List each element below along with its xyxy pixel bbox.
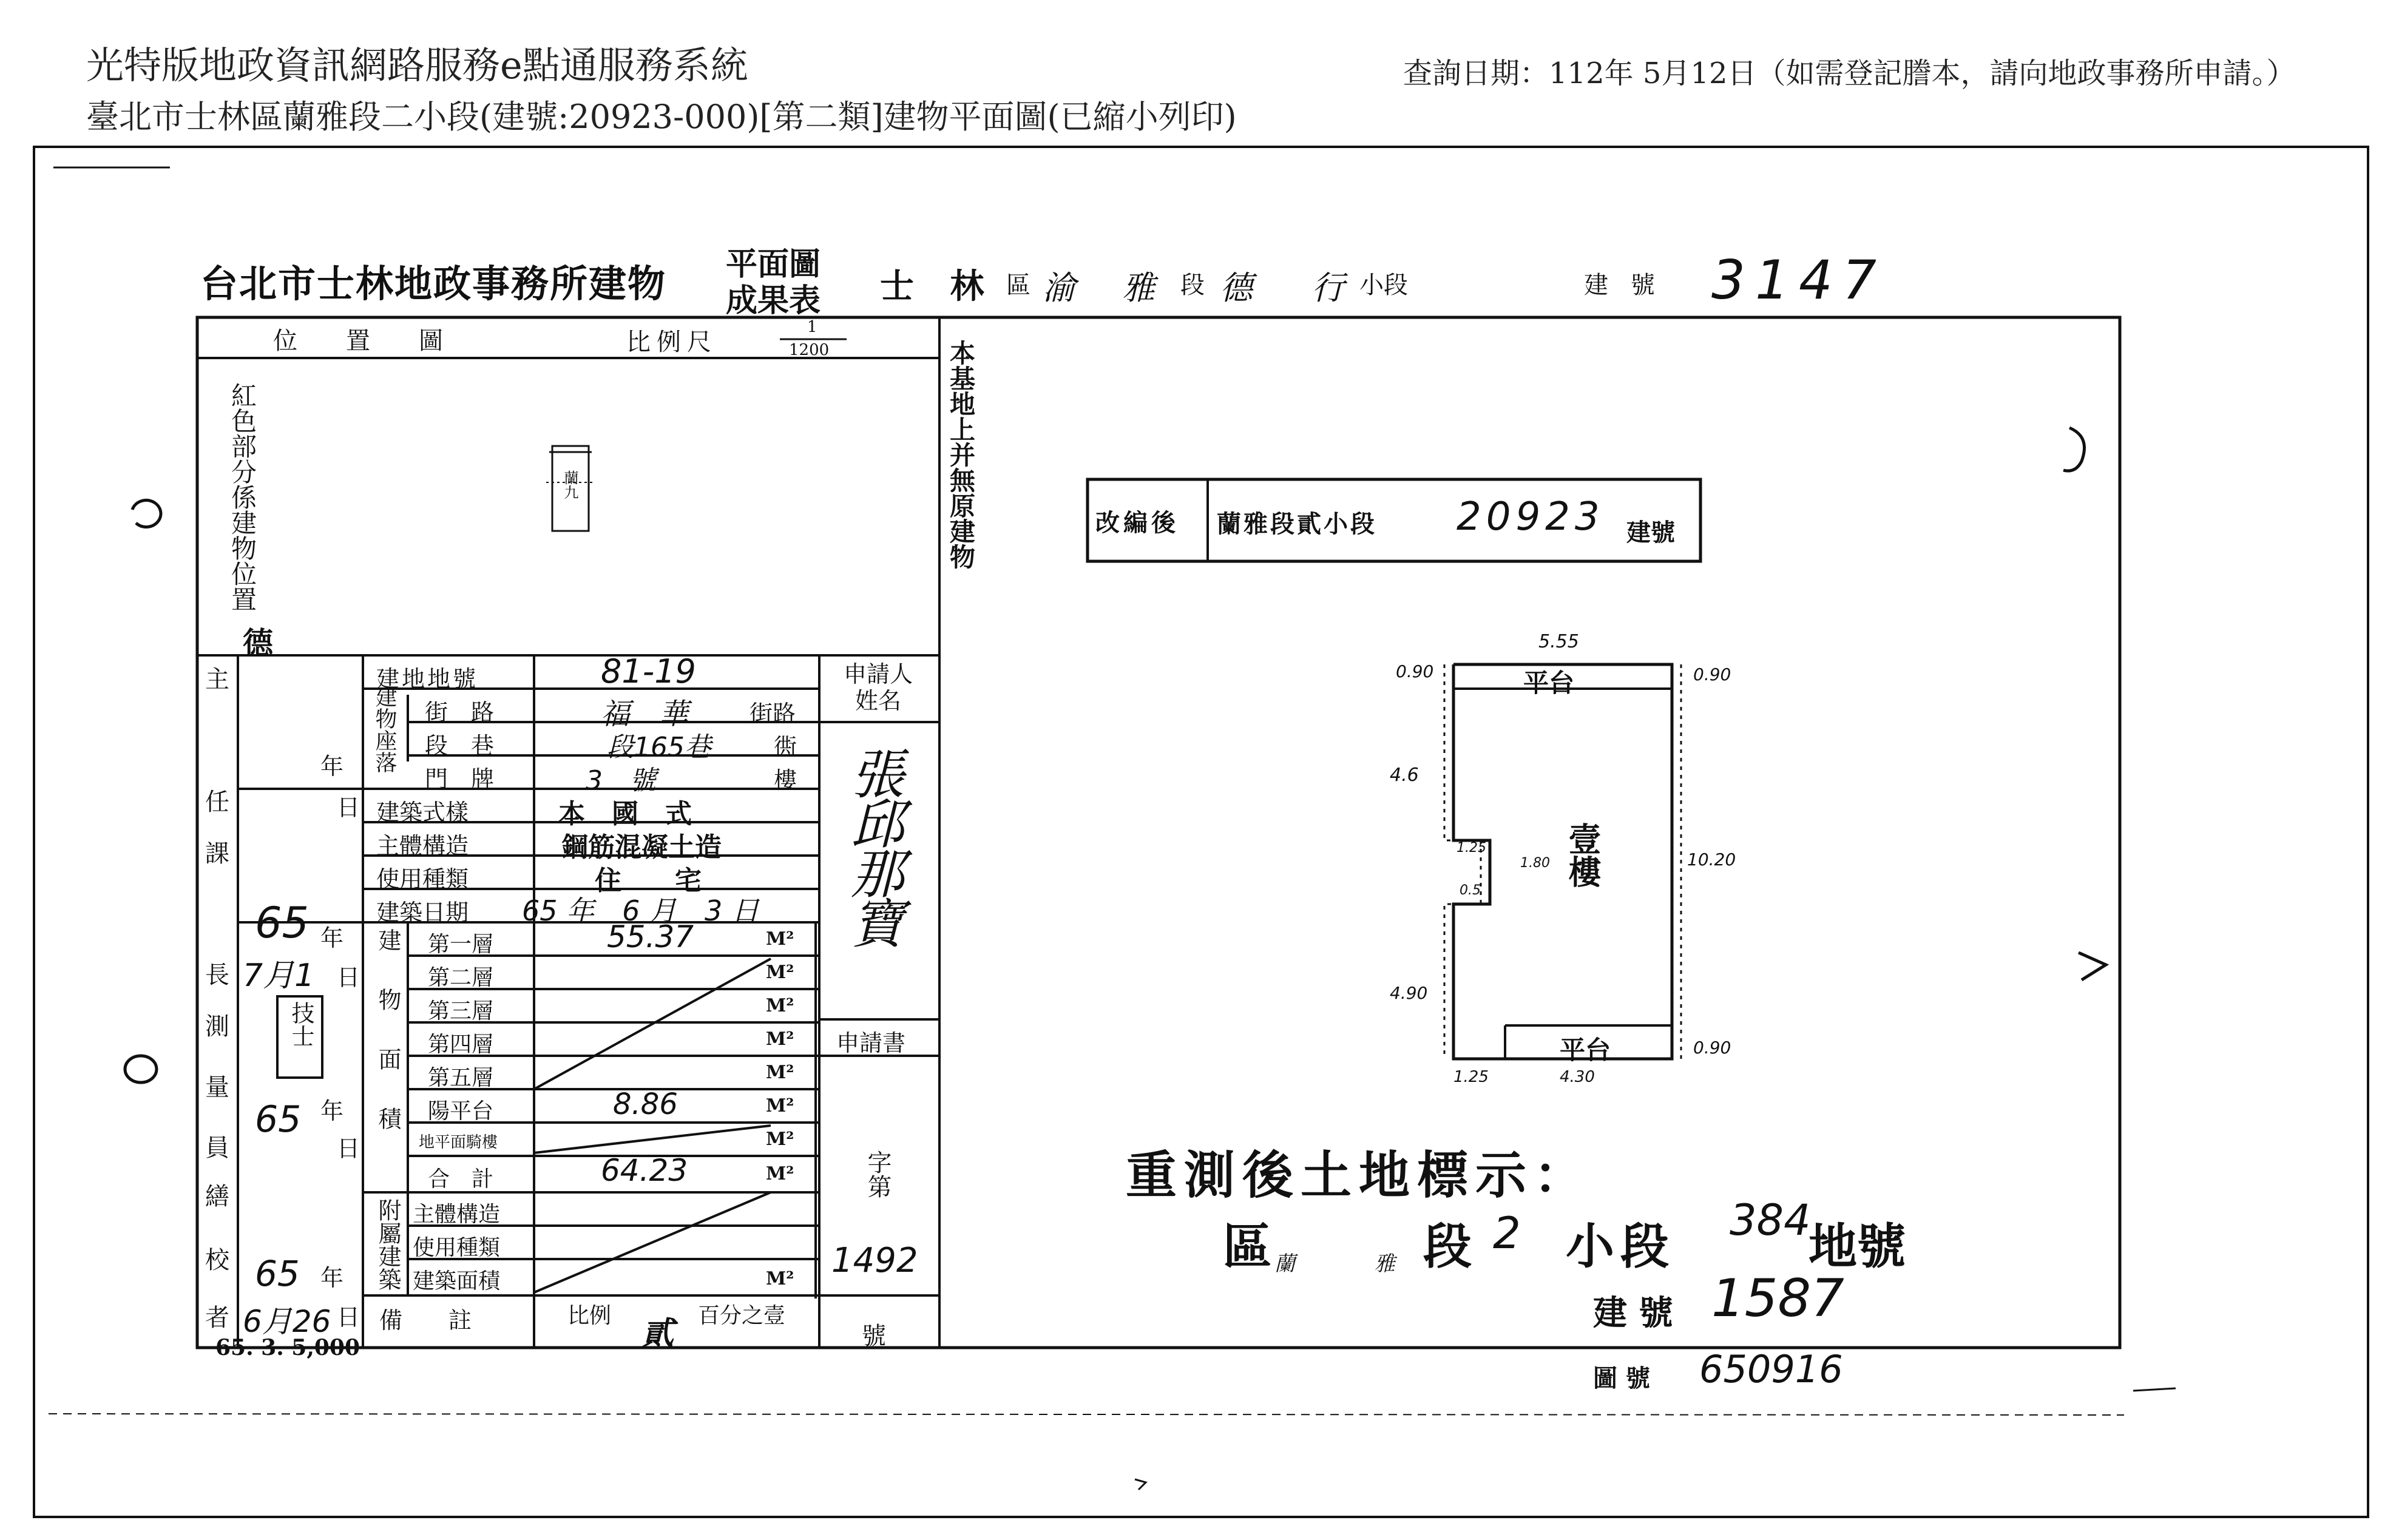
application-doc-label: 申請書 [836, 1030, 906, 1056]
chart-number-label: 圖 號 [1593, 1364, 1650, 1393]
top-balcony-label: 平台 [1523, 668, 1575, 698]
document-subtitle: 臺北市士林區蘭雅段二小段(建號:20923-000)[第二類]建物平面圖(已縮小列印) [86, 98, 1237, 136]
floor-1-unit: M² [766, 928, 794, 950]
resurvey-sub-no: 2 [1493, 1207, 1521, 1258]
ratio-label: 比例 [567, 1303, 612, 1328]
section-lane-value: 段165巷 [607, 732, 711, 763]
attached-use-label: 使用種類 [413, 1235, 501, 1260]
section-lane-unit: 衖 [774, 734, 797, 760]
use-label: 使用種類 [376, 866, 469, 893]
building-location-label: 建物座落 [372, 686, 397, 773]
query-date: 查詢日期：112年 5月12日（如需登記謄本，請向地政事務所申請。） [1403, 56, 2296, 90]
handwritten-date-5: 6月26 [243, 1304, 331, 1339]
zi-di-label: 字第 [864, 1150, 892, 1198]
ratio-suffix: 百分之壹 [698, 1303, 786, 1328]
arcade-label: 地平面騎樓 [419, 1133, 498, 1152]
col-label-ce: 測 [205, 1013, 229, 1041]
dim-left-lower: 4.90 [1390, 983, 1428, 1003]
applicant-name: 張邱那寶 [842, 746, 905, 945]
subsection-unit: 小段 [1359, 271, 1408, 299]
floor-4-unit: M² [766, 1028, 794, 1050]
applicant-number: 1492 [831, 1241, 918, 1280]
area-group-label: 建物面積 [374, 928, 401, 1166]
total-label: 合 計 [428, 1167, 494, 1192]
print-code: 65. 3. 5,000 [215, 1335, 360, 1360]
resurvey-line-1: 重測後土地標示： [1126, 1145, 1592, 1205]
renumber-label: 改編後 [1095, 508, 1179, 537]
floor-2-label: 第二層 [428, 965, 494, 990]
handwritten-date-2: 7月1 [243, 957, 315, 994]
renumber-suffix: 建號 [1626, 518, 1675, 547]
use-value: 住 宅 [595, 865, 702, 896]
col-label-ke: 課 [205, 840, 229, 868]
scale-denominator: 1200 [789, 341, 830, 359]
district-name: 士 林 [880, 266, 996, 306]
dim-bottom-mid: 4.30 [1560, 1068, 1595, 1086]
year-label-2: 年 [320, 925, 344, 951]
resurvey-land-number: 384 [1730, 1195, 1811, 1245]
floor-4-label: 第四層 [428, 1032, 494, 1057]
location-map-mark: 德 [243, 625, 273, 661]
applicant-label [833, 661, 924, 714]
land-number-value: 81-19 [601, 652, 696, 691]
engineer-stamp-text: 技士 [288, 1001, 314, 1047]
renumber-number: 20923 [1457, 495, 1605, 539]
hao-label: 號 [862, 1322, 886, 1350]
year-label-1: 年 [320, 753, 344, 780]
form-title-result: 成果表 [726, 282, 821, 319]
vertical-note: 本基地上并無原建物 [946, 340, 976, 569]
land-number-label: 建地地號 [376, 666, 479, 692]
floor-1-label: 第一層 [428, 932, 494, 957]
floor-label: 壹樓 [1563, 822, 1602, 888]
dim-left-upper: 4.6 [1390, 765, 1419, 786]
arcade-unit: M² [766, 1129, 794, 1150]
applicant-label-text: 申請人姓名 [843, 661, 913, 714]
style-value: 本 國 式 [558, 799, 692, 829]
section-name: 渝 雅 [1043, 269, 1174, 307]
balcony-label: 陽平台 [428, 1099, 494, 1124]
floor-3-unit: M² [766, 995, 794, 1016]
dim-bottom-left: 1.25 [1453, 1068, 1489, 1086]
year-label-4: 年 [320, 1265, 344, 1291]
col-label-ren: 任 [205, 788, 229, 816]
balcony-unit: M² [766, 1095, 794, 1116]
balcony-value: 8.86 [613, 1087, 678, 1121]
col-label-zhu: 主 [205, 666, 229, 694]
door-unit: 樓 [774, 767, 797, 794]
section-lane-label: 段 巷 [425, 732, 495, 759]
location-map-side-note: 紅色部分係建物位置 [228, 382, 257, 612]
structure-label: 主體構造 [376, 832, 469, 859]
day-label-4: 日 [337, 1304, 360, 1331]
total-value: 64.23 [601, 1153, 688, 1188]
renumber-text: 蘭雅段貳小段 [1217, 510, 1377, 538]
floor-1-value: 55.37 [607, 919, 694, 954]
handwritten-date-3: 65 [255, 1098, 302, 1141]
door-label: 門 牌 [425, 766, 495, 792]
style-label: 建築式樣 [376, 799, 469, 826]
form-title-plan: 平面圖 [726, 246, 821, 283]
resurvey-section-hand: 蘭 雅 [1274, 1252, 1432, 1276]
floor-3-label: 第三層 [428, 999, 494, 1024]
dim-notch-small: 0.5 [1460, 883, 1481, 898]
location-map-heading: 位 置 圖 [273, 327, 443, 355]
street-value: 福 華 [601, 697, 689, 731]
resurvey-building-number: 1587 [1711, 1268, 1844, 1329]
col-label-xiao: 校 [205, 1246, 229, 1274]
floor-5-unit: M² [766, 1062, 794, 1083]
scale-label: 比例尺 [626, 328, 717, 356]
scale-numerator: 1 [807, 318, 817, 336]
dim-notch-height: 1.80 [1520, 856, 1550, 871]
remark-label: 備 註 [379, 1307, 472, 1334]
dim-right-length: 10.20 [1687, 849, 1736, 870]
day-label-3: 日 [337, 1135, 360, 1162]
resurvey-duan: 段 [1423, 1218, 1472, 1275]
engineer-stamp [276, 995, 323, 1079]
col-label-zhang: 長 [205, 961, 229, 989]
form-title: 台北市士林地政事務所建物 [200, 262, 667, 306]
attached-group-label: 附屬建築 [374, 1198, 401, 1291]
col-label-yuan: 員 [205, 1134, 229, 1162]
floor-2-unit: M² [766, 962, 794, 983]
date-value: 65 年 6 月 3 日 [522, 894, 759, 927]
total-unit: M² [766, 1163, 794, 1184]
col-label-zhe: 者 [205, 1304, 229, 1332]
district-unit: 區 [1006, 271, 1030, 299]
attached-area-unit: M² [766, 1268, 794, 1289]
street-label: 街 路 [425, 699, 495, 726]
day-label-2: 日 [337, 964, 360, 991]
resurvey-qu: 區 [1223, 1218, 1271, 1275]
dim-top-right: 0.90 [1693, 664, 1731, 684]
street-unit: 街路 [749, 700, 796, 727]
handwritten-date-4: 65 [255, 1253, 300, 1294]
location-map-text: 蘭九 [561, 470, 578, 499]
resurvey-land-label: 地號 [1809, 1218, 1906, 1275]
bottom-balcony-label: 平台 [1560, 1035, 1611, 1065]
door-value: 3 號 [586, 765, 656, 796]
dim-top-width: 5.55 [1538, 631, 1579, 652]
dim-bottom-right: 0.90 [1693, 1038, 1731, 1058]
dim-top-left: 0.90 [1396, 661, 1434, 681]
resurvey-building-label: 建 號 [1593, 1293, 1673, 1333]
ratio-value: 貳 [642, 1315, 674, 1352]
col-label-liang: 量 [205, 1073, 229, 1101]
year-label-3: 年 [320, 1098, 344, 1124]
attached-structure-label: 主體構造 [413, 1202, 501, 1227]
section-unit: 段 [1180, 271, 1205, 299]
handwritten-date-1: 65 [255, 898, 310, 948]
resurvey-sub-label: 小段 [1566, 1218, 1675, 1275]
dim-notch-width: 1.25 [1457, 840, 1486, 856]
building-number-label: 建 號 [1584, 271, 1662, 299]
building-number-value: 3147 [1711, 249, 1886, 311]
col-label-shan: 繕 [205, 1183, 229, 1211]
day-label-1: 日 [337, 794, 360, 821]
structure-value: 鋼筋混凝土造 [561, 832, 722, 863]
system-title: 光特版地政資訊網路服務e點通服務系統 [86, 43, 748, 87]
floor-5-label: 第五層 [428, 1066, 494, 1090]
subsection-name: 德 行 [1220, 269, 1369, 307]
chart-number-value: 650916 [1699, 1347, 1843, 1391]
date-label: 建築日期 [376, 899, 469, 926]
attached-area-label: 建築面積 [413, 1269, 501, 1294]
